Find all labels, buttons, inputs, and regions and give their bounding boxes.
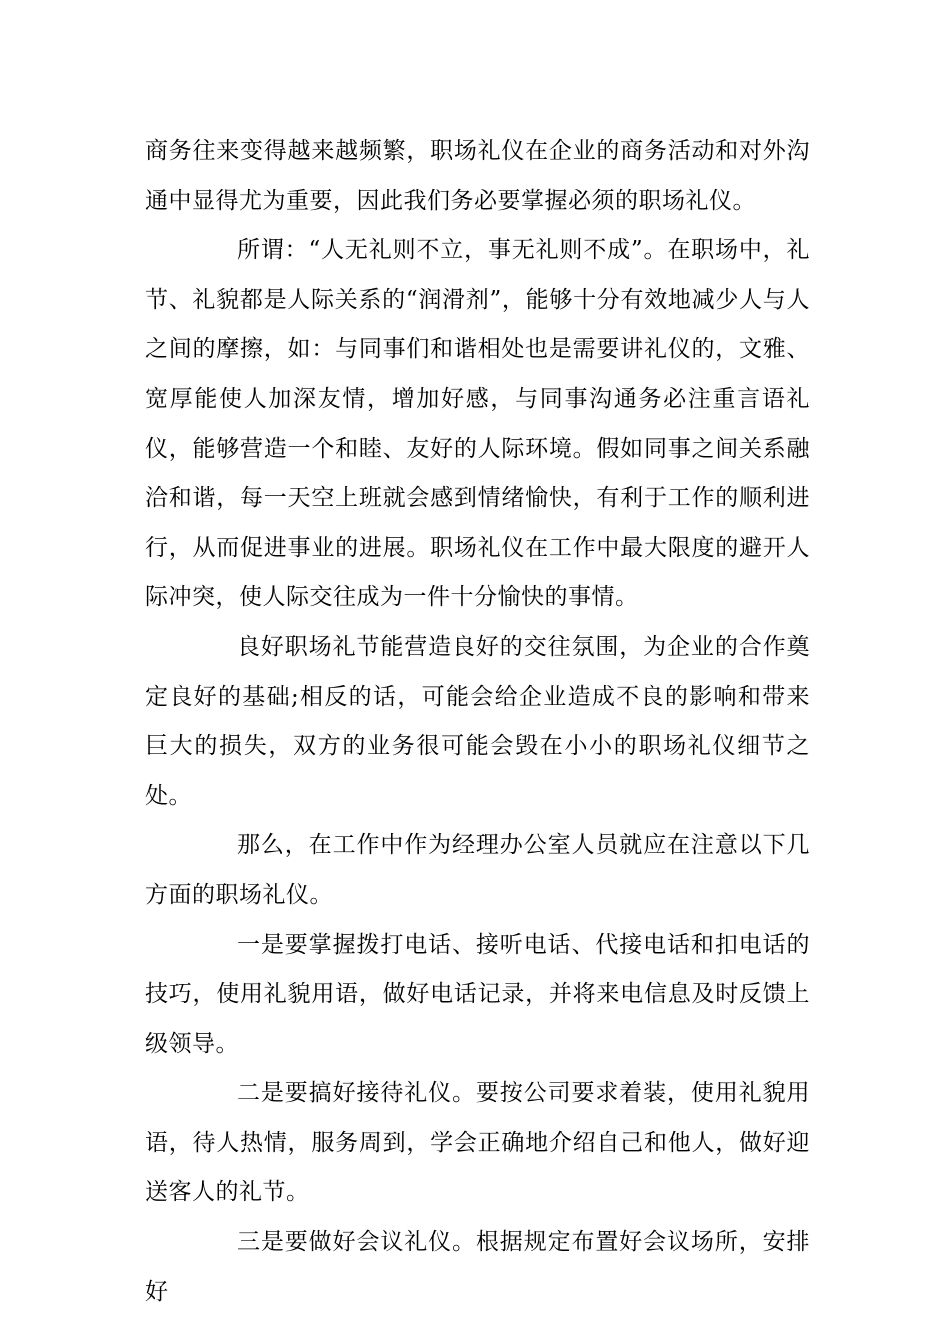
paragraph-etiquette-importance: 所谓：“人无礼则不立，事无礼则不成”。在职场中，礼节、礼貌都是人际关系的“润滑剂”，能够十分有效地减少人与人之间的摩擦，如：与同事们和谐相处也是需要讲礼仪的，文雅、宽厚能使人加深友情，增加好感，与同事沟通务必注重言语礼仪，能够营造一个和睦、友好的人际环境。假如同事之间关系融洽和谐，每一天空上班就会感到情绪愉快，有利于工作的顺利进行，从而促进事业的进展。职场礼仪在工作中最大限度的避开人际冲突，使人际交往成为一件十分愉快的事情。 (145, 237, 810, 611)
paragraph-reception-etiquette: 二是要搞好接待礼仪。要按公司要求着装，使用礼貌用语，待人热情，服务周到，学会正确地介绍自己和他人，做好迎送客人的礼节。 (145, 1080, 810, 1206)
paragraph-office-staff-intro: 那么，在工作中作为经理办公室人员就应在注意以下几方面的职场礼仪。 (145, 832, 810, 908)
paragraph-business-intro: 商务往来变得越来越频繁，职场礼仪在企业的商务活动和对外沟通中显得尤为重要，因此我们务必要掌握必须的职场礼仪。 (145, 138, 810, 214)
paragraph-phone-etiquette: 一是要掌握拨打电话、接听电话、代接电话和扣电话的技巧，使用礼貌用语，做好电话记录，并将来电信息及时反馈上级领导。 (145, 931, 810, 1057)
paragraph-meeting-etiquette: 三是要做好会议礼仪。根据规定布置好会议场所，安排好 (145, 1229, 810, 1305)
document-body (145, 127, 810, 1317)
paragraph-good-etiquette: 良好职场礼节能营造良好的交往氛围，为企业的合作奠定良好的基础;相反的话，可能会给企业造成不良的影响和带来巨大的损失，双方的业务很可能会毁在小小的职场礼仪细节之处。 (145, 633, 810, 809)
